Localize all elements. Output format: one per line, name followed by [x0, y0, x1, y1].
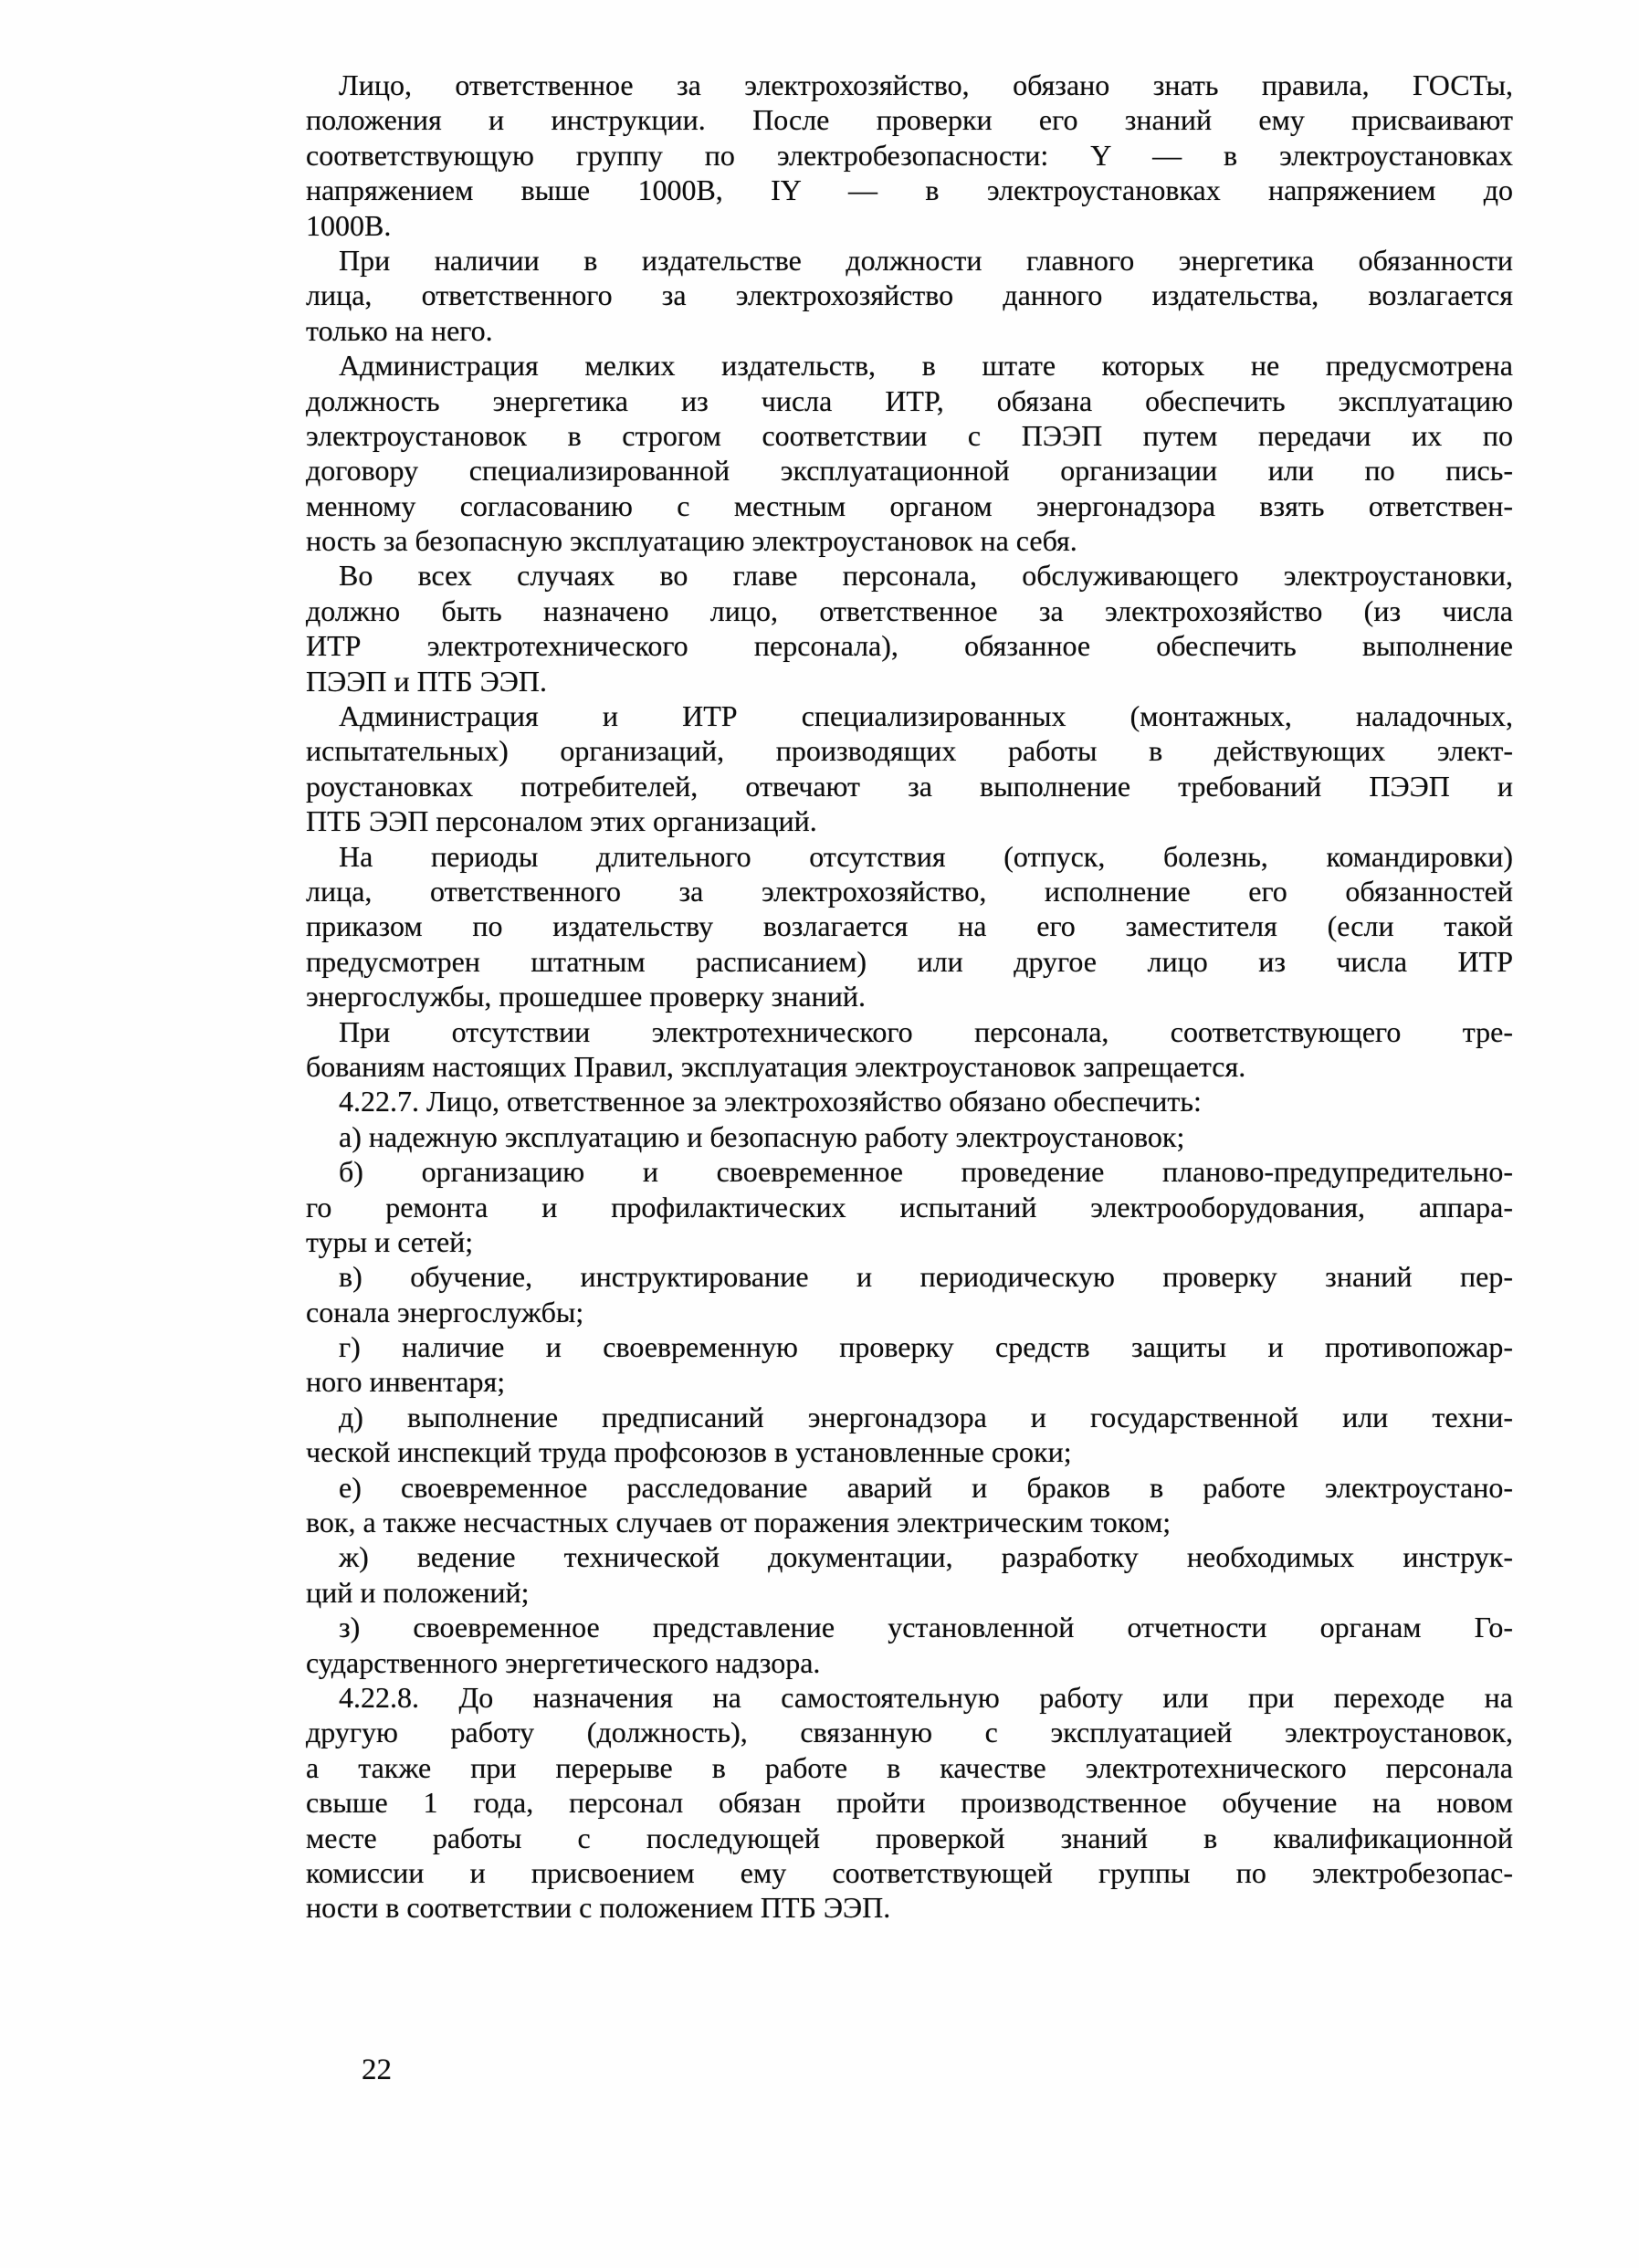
text-line: ного инвентаря;: [306, 1365, 506, 1399]
text-line: 4.22.8. До назначения на самостоятельную работу или при переходе на: [339, 1680, 1513, 1714]
text-line: д) выполнение предписаний энергонадзора и государственной или техни-: [339, 1400, 1513, 1433]
text-line: а) надежную эксплуатацию и безопасную работу электроустановок;: [339, 1119, 1185, 1153]
paragraph: [306, 1680, 1513, 1926]
text-line: 1000В.: [306, 208, 392, 242]
text-line: г) наличие и своевременную проверку средств защиты и противопожар-: [339, 1330, 1513, 1364]
text-line: месте работы с последующей проверкой знаний в квалификационной: [306, 1821, 1513, 1854]
paragraph: [306, 1259, 1513, 1329]
document-text-column: [306, 68, 1513, 1926]
text-line: энергослужбы, прошедшее проверку знаний.: [306, 980, 866, 1013]
text-line: бованиям настоящих Правил, эксплуатация электроустановок запрещается.: [306, 1049, 1246, 1083]
paragraph: [306, 1154, 1513, 1259]
text-line: ческой инспекций труда профсоюзов в установленные сроки;: [306, 1435, 1072, 1469]
paragraph: [306, 243, 1513, 348]
text-line: в) обучение, инструктирование и периодическую проверку знаний пер-: [339, 1260, 1513, 1294]
paragraph: [306, 1400, 1513, 1470]
text-line: должно быть назначено лицо, ответственное за электрохозяйство (из числа: [306, 593, 1513, 627]
text-line: электроустановок в строгом соответствии с ПЭЭП путем передачи их по: [306, 418, 1513, 452]
text-line: должность энергетика из числа ИТР, обязана обеспечить эксплуатацию: [306, 383, 1513, 417]
text-line: только на него.: [306, 313, 493, 347]
text-line: ность за безопасную эксплуатацию электроустановок на себя.: [306, 524, 1077, 558]
text-line: Администрация и ИТР специализированных (монтажных, наладочных,: [339, 699, 1513, 733]
text-line: лица, ответственного за электрохозяйство, исполнение его обязанностей: [306, 874, 1513, 908]
text-line: положения и инструкции. После проверки его знаний ему присваивают: [306, 103, 1513, 137]
paragraph: [306, 1084, 1513, 1118]
paragraph: [306, 1014, 1513, 1085]
text-line: предусмотрен штатным расписанием) или другое лицо из числа ИТР: [306, 944, 1513, 978]
text-line: договору специализированной эксплуатационной организации или по пись-: [306, 454, 1513, 488]
text-line: менному согласованию с местным органом энергонадзора взять ответствен-: [306, 488, 1513, 522]
text-line: туры и сетей;: [306, 1224, 474, 1258]
text-line: 4.22.7. Лицо, ответственное за электрохозяйство обязано обеспечить:: [339, 1085, 1202, 1118]
text-line: испытательных) организаций, производящих работы в действующих элект-: [306, 734, 1513, 768]
text-line: свыше 1 года, персонал обязан пройти производственное обучение на новом: [306, 1786, 1513, 1820]
text-line: го ремонта и профилактических испытаний электрооборудования, аппара-: [306, 1190, 1513, 1223]
text-line: Администрация мелких издательств, в штате которых не предусмотрена: [339, 349, 1513, 383]
text-line: а также при перерыве в работе в качестве электротехнического персонала: [306, 1750, 1513, 1784]
paragraph: [306, 1329, 1513, 1400]
text-line: б) организацию и своевременное проведение планово-предупредительно-: [339, 1155, 1513, 1189]
text-line: другую работу (должность), связанную с эксплуатацией электроустановок,: [306, 1716, 1513, 1749]
paragraph: [306, 698, 1513, 839]
paragraph: [306, 558, 1513, 698]
text-line: вок, а также несчастных случаев от поражения электрическим током;: [306, 1506, 1171, 1539]
text-line: сонала энергослужбы;: [306, 1295, 584, 1328]
text-line: При отсутствии электротехнического персонала, соответствующего тре-: [339, 1014, 1513, 1048]
paragraph: [306, 1610, 1513, 1680]
text-line: ж) ведение технической документации, разработку необходимых инструк-: [339, 1540, 1513, 1574]
text-line: соответствующую группу по электробезопасности: Y — в электроустановках: [306, 138, 1513, 172]
paragraph: [306, 1470, 1513, 1540]
text-line: сударственного энергетического надзора.: [306, 1645, 821, 1679]
paragraph: [306, 348, 1513, 558]
text-line: Лицо, ответственное за электрохозяйство, обязано знать правила, ГОСТы,: [339, 68, 1513, 101]
text-line: ПЭЭП и ПТБ ЭЭП.: [306, 664, 547, 698]
paragraph: [306, 1119, 1513, 1154]
text-line: приказом по издательству возлагается на его заместителя (если такой: [306, 909, 1513, 943]
text-line: роустановках потребителей, отвечают за выполнение требований ПЭЭП и: [306, 769, 1513, 803]
paragraph: [306, 839, 1513, 1014]
text-line: ций и положений;: [306, 1575, 530, 1609]
text-line: комиссии и присвоением ему соответствующей группы по электробезопас-: [306, 1855, 1513, 1889]
text-line: ИТР электротехнического персонала), обязанное обеспечить выполнение: [306, 629, 1513, 663]
paragraph: [306, 1539, 1513, 1610]
text-line: ности в соответствии с положением ПТБ ЭЭП.: [306, 1891, 891, 1925]
text-line: На периоды длительного отсутствия (отпуск, болезнь, командировки): [339, 839, 1513, 873]
text-line: е) своевременное расследование аварий и браков в работе электроустано-: [339, 1470, 1513, 1504]
text-line: з) своевременное представление установленной отчетности органам Го-: [339, 1611, 1513, 1644]
text-line: При наличии в издательстве должности главного энергетика обязанности: [339, 243, 1513, 277]
text-line: Во всех случаях во главе персонала, обслуживающего электроустановки,: [339, 559, 1513, 593]
paragraph: [306, 68, 1513, 243]
page-number: 22: [362, 2053, 392, 2086]
text-line: лица, ответственного за электрохозяйство данного издательства, возлагается: [306, 278, 1513, 312]
text-line: ПТБ ЭЭП персоналом этих организаций.: [306, 804, 817, 838]
text-line: напряжением выше 1000В, IY — в электроустановках напряжением до: [306, 173, 1513, 207]
